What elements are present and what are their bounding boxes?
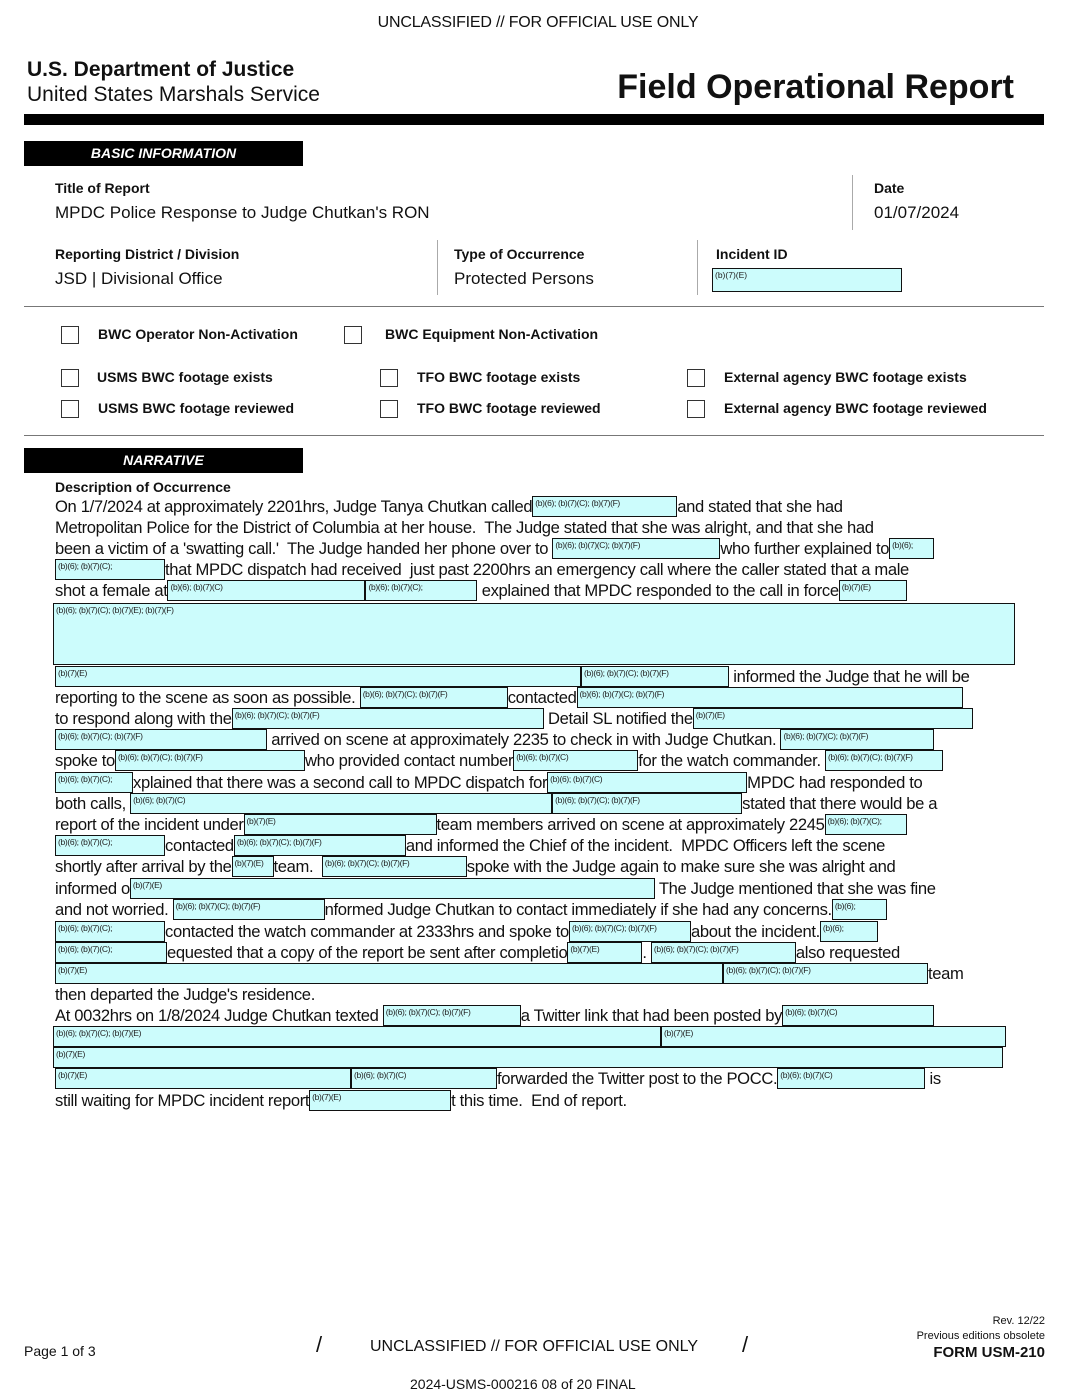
narrative-text-segment: about the incident. — [690, 922, 820, 941]
redaction-box: (b)(6); — [820, 921, 878, 942]
header-rule — [24, 114, 1044, 125]
type-value: Protected Persons — [454, 269, 594, 288]
bates-number: 2024-USMS-000216 08 of 20 FINAL — [410, 1376, 636, 1390]
checkbox[interactable] — [344, 326, 362, 344]
narrative-line — [55, 963, 964, 984]
redaction-box: (b)(6); (b)(7)(C); — [55, 942, 167, 963]
narrative-line — [55, 666, 970, 687]
redaction-box: (b)(6); (b)(7)(C); — [55, 559, 165, 580]
checkbox-label: External agency BWC footage exists — [724, 369, 967, 385]
narrative-text-segment: At 0032hrs on 1/8/2024 Judge Chutkan texted — [55, 1006, 383, 1025]
narrative-line — [55, 687, 963, 708]
type-label: Type of Occurrence — [454, 246, 585, 262]
redaction-box: (b)(6); — [889, 538, 934, 559]
redaction-box: (b)(6); (b)(7)(C); (b)(7)(F) — [532, 496, 677, 517]
narrative-text-segment: contacted — [507, 688, 577, 707]
redaction-box: (b)(6); (b)(7)(C); (b)(7)(F) — [552, 538, 720, 559]
redaction-box: (b)(6); (b)(7)(C); — [825, 814, 907, 835]
date-value: 01/07/2024 — [874, 203, 960, 222]
narrative-text-segment: reporting to the scene as soon as possible. — [55, 688, 360, 707]
narrative-text-segment: team. — [273, 857, 322, 876]
footer-classification: UNCLASSIFIED // FOR OFFICIAL USE ONLY — [370, 1338, 699, 1355]
narrative-text-segment: t this time. End of report. — [451, 1091, 627, 1110]
narrative-text-segment: . — [642, 943, 651, 962]
narrative-text-segment: equested that a copy of the report be sent after completio — [167, 943, 568, 962]
redaction-box: (b)(6); (b)(7)(C); — [55, 772, 133, 793]
checkbox-label: External agency BWC footage reviewed — [724, 400, 987, 416]
redaction-box: (b)(7)(E) — [55, 963, 723, 984]
divider — [697, 240, 698, 295]
narrative-text-segment: contacted — [165, 836, 234, 855]
redaction-box: (b)(7)(E) — [839, 580, 907, 601]
narrative-text-segment: been a victim of a 'swatting call.' The Judge handed her phone over to — [55, 539, 553, 558]
redaction-box: (b)(6); (b)(7)(C); — [55, 835, 165, 856]
narrative-text-segment: nformed Judge Chutkan to contact immediately if she had any concerns. — [324, 900, 832, 919]
redaction-box: (b)(6); (b)(7)(C) — [513, 750, 638, 771]
narrative-text-segment: Detail SL notified the — [543, 709, 693, 728]
narrative-text-segment: informed o — [55, 879, 130, 898]
redaction-box: (b)(6); (b)(7)(C); (b)(7)(F) — [234, 835, 406, 856]
narrative-text-segment: forwarded the Twitter post to the POCC. — [497, 1069, 778, 1088]
narrative-text-segment: report of the incident under — [55, 815, 244, 834]
narrative-line — [55, 729, 934, 750]
narrative-text-segment: spoke with the Judge again to make sure she was alright and — [466, 857, 896, 876]
checkbox[interactable] — [61, 369, 79, 387]
narrative-text-segment: The Judge mentioned that she was fine — [654, 879, 936, 898]
narrative-line — [55, 984, 315, 1005]
redaction-box: (b)(7)(E) — [567, 942, 642, 963]
section-divider — [24, 306, 1044, 307]
subagency-name: United States Marshals Service — [27, 83, 320, 106]
redaction-box: (b)(6); (b)(7)(C) — [782, 1005, 934, 1026]
description-label: Description of Occurrence — [55, 479, 231, 495]
section-basic-info: BASIC INFORMATION — [24, 141, 303, 166]
redaction-box: (b)(6); (b)(7)(C); (b)(7)(F) — [552, 793, 742, 814]
checkbox-label: BWC Equipment Non-Activation — [385, 326, 599, 342]
redaction-box: (b)(6); (b)(7)(C) — [167, 580, 365, 601]
narrative-line — [55, 517, 874, 538]
section-divider — [24, 435, 1044, 436]
title-label: Title of Report — [55, 180, 150, 196]
redaction-box: (b)(7)(E) — [55, 1068, 351, 1089]
footer-slash: / — [742, 1332, 749, 1357]
narrative-text-segment: also requested — [795, 943, 900, 962]
redaction-box: (b)(6); (b)(7)(C); (b)(7)(F) — [825, 750, 943, 771]
redaction-box: (b)(6); — [832, 899, 887, 920]
narrative-line — [55, 580, 907, 601]
narrative-text-segment: On 1/7/2024 at approximately 2201hrs, Judge Tanya Chutkan called — [55, 497, 533, 516]
narrative-text-segment: to respond along with the — [55, 709, 232, 728]
redaction-box: (b)(6); (b)(7)(C); (b)(7)(F) — [780, 729, 934, 750]
narrative-line — [55, 835, 885, 856]
redaction-box: (b)(6); (b)(7)(C); (b)(7)(F) — [232, 708, 544, 729]
narrative-text-segment: team — [928, 964, 964, 983]
checkbox-label: TFO BWC footage reviewed — [417, 400, 601, 416]
narrative-text-segment: team members arrived on scene at approximately 2245 — [436, 815, 825, 834]
classification-banner: UNCLASSIFIED // FOR OFFICIAL USE ONLY — [377, 14, 699, 31]
redaction-box: (b)(7)(E) — [244, 814, 437, 835]
divider — [437, 240, 438, 295]
narrative-text-segment: xplained that there was a second call to MPDC dispatch for — [133, 773, 548, 792]
incident-id-redacted: (b)(7)(E) — [712, 268, 902, 292]
redaction-box: (b)(6); (b)(7)(C); (b)(7)(E) — [53, 1026, 661, 1047]
redaction-box: (b)(7)(E) — [309, 1090, 451, 1111]
narrative-text-segment: shortly after arrival by the — [55, 857, 232, 876]
title-value: MPDC Police Response to Judge Chutkan's RON — [55, 203, 430, 222]
narrative-text-segment: Metropolitan Police for the District of Columbia at her house. The Judge stated that she was alright, and that she had — [55, 518, 874, 537]
narrative-text-segment: shot a female at — [55, 581, 168, 600]
narrative-line — [55, 793, 937, 814]
narrative-line — [53, 1026, 1006, 1047]
narrative-text-segment: then departed the Judge's residence. — [55, 985, 315, 1004]
checkbox[interactable] — [687, 369, 705, 387]
district-value: JSD | Divisional Office — [55, 269, 223, 288]
redaction-box: (b)(6); (b)(7)(C) — [777, 1068, 925, 1089]
narrative-text-segment: for the watch commander. — [638, 751, 825, 770]
redaction-box: (b)(6); (b)(7)(C); (b)(7)(F) — [322, 856, 467, 877]
narrative-line — [53, 603, 1015, 665]
checkbox-label: TFO BWC footage exists — [417, 369, 581, 385]
redaction-box: (b)(6); (b)(7)(C); (b)(7)(F) — [577, 687, 963, 708]
narrative-line — [55, 559, 909, 580]
checkbox-label: USMS BWC footage reviewed — [98, 400, 295, 416]
narrative-line — [55, 899, 887, 920]
divider — [852, 175, 853, 230]
redaction-box: (b)(6); (b)(7)(C); (b)(7)(F) — [581, 666, 729, 687]
narrative-text-segment: who provided contact number — [304, 751, 514, 770]
narrative-text-segment: both calls, — [55, 794, 131, 813]
narrative-text-segment: contacted the watch commander at 2333hrs and spoke to — [165, 922, 569, 941]
narrative-text-segment: and informed the Chief of the incident. MPDC Officers left the scene — [405, 836, 885, 855]
narrative-line — [55, 878, 936, 899]
narrative-text-segment: spoke to — [55, 751, 115, 770]
redaction-box: (b)(6); (b)(7)(C); (b)(7)(F) — [383, 1005, 521, 1026]
checkbox[interactable] — [380, 369, 398, 387]
redaction-box: (b)(6); (b)(7)(C) — [351, 1068, 497, 1089]
narrative-text-segment: a Twitter link that had been posted by — [520, 1006, 783, 1025]
section-narrative: NARRATIVE — [24, 448, 303, 473]
checkbox-label: USMS BWC footage exists — [97, 369, 273, 385]
incident-label: Incident ID — [716, 246, 788, 262]
obsolete-note: Previous editions obsolete — [916, 1330, 1045, 1342]
narrative-text-segment: is — [925, 1069, 941, 1088]
narrative-line — [55, 814, 907, 835]
narrative-text-segment: informed the Judge that he will be — [729, 667, 970, 686]
form-number: FORM USM-210 — [933, 1344, 1045, 1361]
agency-name: U.S. Department of Justice — [27, 58, 295, 81]
redaction-box: (b)(6); (b)(7)(C) — [547, 772, 747, 793]
narrative-line — [55, 708, 973, 729]
checkbox[interactable] — [61, 326, 79, 344]
narrative-line — [55, 1068, 941, 1089]
narrative-line — [55, 1090, 627, 1111]
redaction-box: (b)(7)(E) — [661, 1026, 1006, 1047]
redaction-box: (b)(6); (b)(7)(C); (b)(7)(F) — [55, 729, 267, 750]
checkbox[interactable] — [687, 400, 705, 418]
redaction-box: (b)(7)(E) — [693, 708, 973, 729]
footer-slash: / — [316, 1332, 323, 1357]
narrative-text-segment: explained that MPDC responded to the call in force — [477, 581, 839, 600]
narrative-line — [55, 750, 943, 771]
narrative-line — [55, 1005, 934, 1026]
revision: Rev. 12/22 — [992, 1315, 1045, 1327]
form-title: Field Operational Report — [617, 68, 1014, 106]
redaction-box: (b)(7)(E) — [232, 856, 274, 877]
redaction-box: (b)(7)(E) — [53, 1047, 1003, 1068]
narrative-line — [55, 772, 922, 793]
page-number: Page 1 of 3 — [24, 1343, 96, 1359]
redaction-box: (b)(6); (b)(7)(C); (b)(7)(F) — [115, 750, 305, 771]
narrative-line — [55, 538, 934, 559]
redaction-box: (b)(6); (b)(7)(C); (b)(7)(F) — [569, 921, 691, 942]
district-label: Reporting District / Division — [55, 246, 240, 262]
narrative-text-segment: stated that there would be a — [742, 794, 938, 813]
narrative-text-segment: and stated that she had — [677, 497, 843, 516]
date-label: Date — [874, 180, 905, 196]
narrative-text-segment: still waiting for MPDC incident report — [55, 1091, 310, 1110]
redaction-box: (b)(6); (b)(7)(C); (b)(7)(F) — [173, 899, 325, 920]
narrative-text-segment: who further explained to — [720, 539, 890, 558]
redaction-box: (b)(6); (b)(7)(C); — [365, 580, 477, 601]
redaction-box: (b)(6); (b)(7)(C); (b)(7)(F) — [723, 963, 928, 984]
narrative-text-segment: and not worried. — [55, 900, 173, 919]
narrative-line — [55, 496, 843, 517]
redaction-box: (b)(6); (b)(7)(C); (b)(7)(F) — [360, 687, 508, 708]
redaction-box: (b)(6); (b)(7)(C); — [55, 921, 165, 942]
redaction-box: (b)(7)(E) — [130, 878, 655, 899]
redaction-box: (b)(6); (b)(7)(C); (b)(7)(F) — [651, 942, 796, 963]
narrative-text-segment: that MPDC dispatch had received just past 2200hrs an emergency call where the caller stated that a male — [165, 560, 909, 579]
narrative-line — [53, 1047, 1003, 1068]
narrative-line — [55, 921, 878, 942]
checkbox[interactable] — [61, 400, 79, 418]
redaction-box: (b)(7)(E) — [55, 666, 581, 687]
redaction-box: (b)(6); (b)(7)(C) — [130, 793, 552, 814]
checkbox-label: BWC Operator Non-Activation — [98, 326, 298, 342]
redaction-box: (b)(6); (b)(7)(C); (b)(7)(E); (b)(7)(F) — [53, 603, 1015, 665]
narrative-text-segment: arrived on scene at approximately 2235 to check in with Judge Chutkan. — [267, 730, 781, 749]
narrative-text-segment: MPDC had responded to — [747, 773, 923, 792]
narrative-line — [55, 942, 900, 963]
narrative-line — [55, 856, 895, 877]
checkbox[interactable] — [380, 400, 398, 418]
